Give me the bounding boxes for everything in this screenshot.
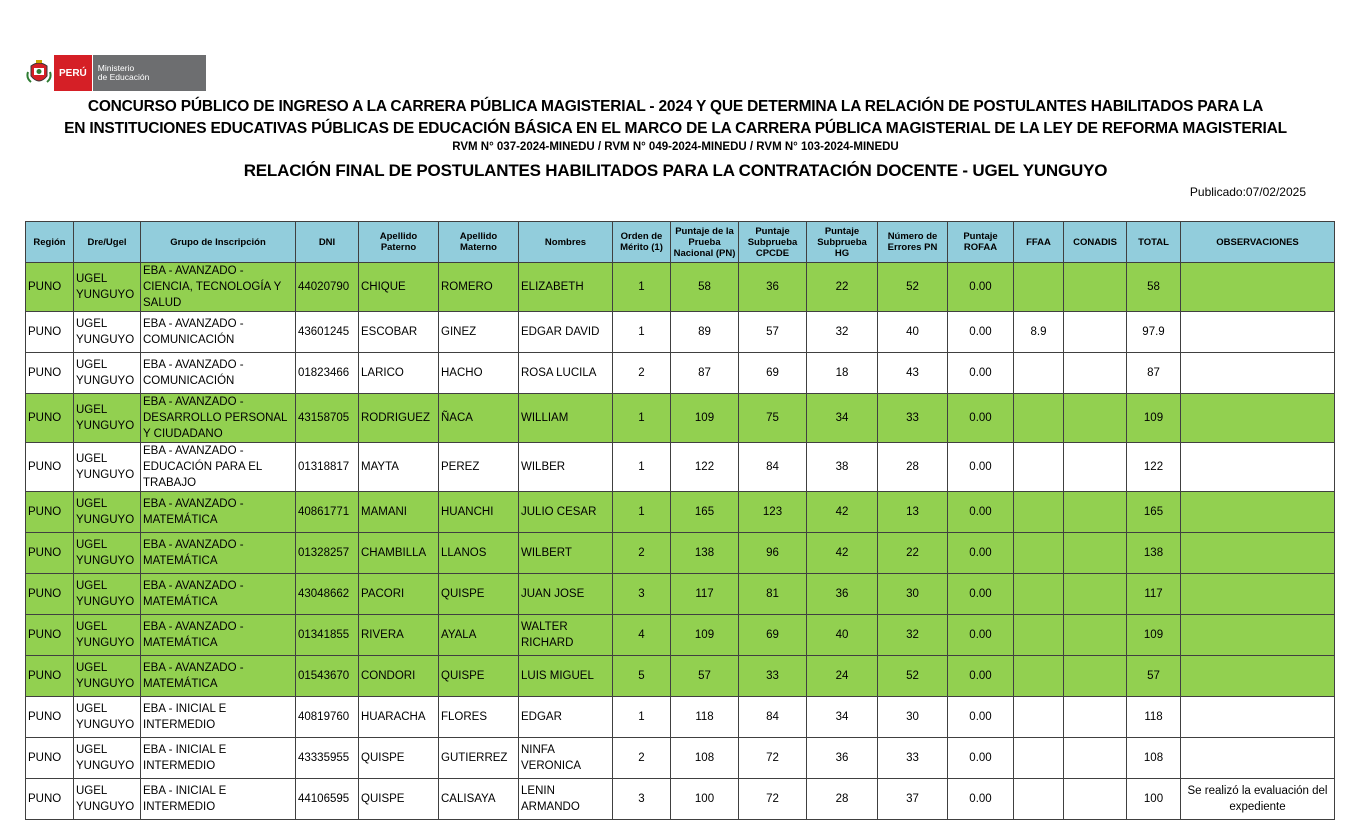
cell-grupo: EBA - AVANZADO - MATEMÁTICA — [141, 656, 296, 697]
column-header: DNI — [296, 222, 359, 263]
cell-errores: 33 — [878, 738, 948, 779]
column-header: Puntaje de la Prueba Nacional (PN) — [671, 222, 739, 263]
cell-nombres: WALTER RICHARD — [519, 615, 613, 656]
cell-orden: 1 — [613, 394, 671, 443]
cell-grupo: EBA - AVANZADO - MATEMÁTICA — [141, 492, 296, 533]
cell-pn: 117 — [671, 574, 739, 615]
cell-conadis — [1064, 533, 1127, 574]
cell-pn: 165 — [671, 492, 739, 533]
cell-conadis — [1064, 443, 1127, 492]
table-row — [26, 394, 1335, 443]
cell-pn: 108 — [671, 738, 739, 779]
cell-dni: 01543670 — [296, 656, 359, 697]
cell-nombres: LUIS MIGUEL — [519, 656, 613, 697]
column-header: Orden de Mérito (1) — [613, 222, 671, 263]
cell-materno: GINEZ — [439, 312, 519, 353]
table-row — [26, 574, 1335, 615]
table-row — [26, 779, 1335, 820]
table-row — [26, 312, 1335, 353]
cell-cpcde: 84 — [739, 697, 807, 738]
cell-nombres: EDGAR DAVID — [519, 312, 613, 353]
cell-grupo: EBA - AVANZADO - CIENCIA, TECNOLOGÍA Y SALUD — [141, 263, 296, 312]
cell-obs — [1181, 574, 1335, 615]
cell-dni: 43601245 — [296, 312, 359, 353]
cell-rofaa: 0.00 — [948, 697, 1014, 738]
cell-rofaa: 0.00 — [948, 738, 1014, 779]
column-header: Puntaje ROFAA — [948, 222, 1014, 263]
document-subtitle: RELACIÓN FINAL DE POSTULANTES HABILITADOS PARA LA CONTRATACIÓN DOCENTE - UGEL YUNGUYO — [243, 161, 1108, 180]
cell-nombres: ROSA LUCILA — [519, 353, 613, 394]
published-date: Publicado:07/02/2025 — [1189, 185, 1306, 199]
cell-region: PUNO — [26, 574, 74, 615]
cell-cpcde: 69 — [739, 615, 807, 656]
cell-conadis — [1064, 492, 1127, 533]
cell-ugel: UGEL YUNGUYO — [74, 443, 141, 492]
column-header: Apellido Paterno — [359, 222, 439, 263]
cell-dni: 43048662 — [296, 574, 359, 615]
cell-materno: AYALA — [439, 615, 519, 656]
cell-conadis — [1064, 263, 1127, 312]
cell-materno: CALISAYA — [439, 779, 519, 820]
cell-grupo: EBA - AVANZADO - MATEMÁTICA — [141, 615, 296, 656]
cell-conadis — [1064, 615, 1127, 656]
cell-paterno: MAYTA — [359, 443, 439, 492]
cell-dni: 01318817 — [296, 443, 359, 492]
cell-conadis — [1064, 656, 1127, 697]
cell-rofaa: 0.00 — [948, 779, 1014, 820]
cell-hg: 42 — [807, 533, 878, 574]
cell-orden: 2 — [613, 353, 671, 394]
cell-total: 100 — [1127, 779, 1181, 820]
cell-paterno: HUARACHA — [359, 697, 439, 738]
cell-obs — [1181, 353, 1335, 394]
cell-ugel: UGEL YUNGUYO — [74, 697, 141, 738]
cell-rofaa: 0.00 — [948, 492, 1014, 533]
cell-grupo: EBA - AVANZADO - MATEMÁTICA — [141, 533, 296, 574]
cell-errores: 28 — [878, 443, 948, 492]
cell-cpcde: 72 — [739, 738, 807, 779]
cell-materno: ROMERO — [439, 263, 519, 312]
cell-region: PUNO — [26, 394, 74, 443]
cell-obs — [1181, 394, 1335, 443]
cell-grupo: EBA - INICIAL E INTERMEDIO — [141, 779, 296, 820]
column-header: Puntaje Subprueba CPCDE — [739, 222, 807, 263]
column-header: Apellido Materno — [439, 222, 519, 263]
cell-cpcde: 57 — [739, 312, 807, 353]
cell-ffaa — [1014, 263, 1064, 312]
cell-obs — [1181, 738, 1335, 779]
cell-conadis — [1064, 779, 1127, 820]
cell-orden: 1 — [613, 697, 671, 738]
cell-ugel: UGEL YUNGUYO — [74, 263, 141, 312]
column-header: FFAA — [1014, 222, 1064, 263]
cell-pn: 122 — [671, 443, 739, 492]
cell-rofaa: 0.00 — [948, 353, 1014, 394]
cell-grupo: EBA - AVANZADO - COMUNICACIÓN — [141, 353, 296, 394]
cell-grupo: EBA - AVANZADO - EDUCACIÓN PARA EL TRABAJO — [141, 443, 296, 492]
cell-ffaa — [1014, 353, 1064, 394]
cell-ffaa: 8.9 — [1014, 312, 1064, 353]
cell-errores: 32 — [878, 615, 948, 656]
cell-dni: 43335955 — [296, 738, 359, 779]
cell-region: PUNO — [26, 738, 74, 779]
cell-hg: 38 — [807, 443, 878, 492]
document-title-line1: CONCURSO PÚBLICO DE INGRESO A LA CARRERA PÚBLICA MAGISTERIAL - 2024 Y QUE DETERMINA LA RELACIÓN DE POSTULANTES HABILITADOS PARA LA — [87, 98, 1264, 115]
table-row — [26, 443, 1335, 492]
cell-dni: 01328257 — [296, 533, 359, 574]
cell-paterno: RIVERA — [359, 615, 439, 656]
cell-orden: 3 — [613, 574, 671, 615]
cell-conadis — [1064, 697, 1127, 738]
cell-region: PUNO — [26, 263, 74, 312]
cell-ffaa — [1014, 443, 1064, 492]
cell-materno: HUANCHI — [439, 492, 519, 533]
cell-pn: 138 — [671, 533, 739, 574]
cell-conadis — [1064, 312, 1127, 353]
cell-ugel: UGEL YUNGUYO — [74, 533, 141, 574]
column-header: Dre/Ugel — [74, 222, 141, 263]
cell-nombres: JULIO CESAR — [519, 492, 613, 533]
cell-total: 109 — [1127, 394, 1181, 443]
cell-paterno: QUISPE — [359, 738, 439, 779]
cell-pn: 109 — [671, 394, 739, 443]
coat-of-arms-icon — [24, 55, 54, 91]
cell-errores: 30 — [878, 574, 948, 615]
cell-errores: 30 — [878, 697, 948, 738]
cell-ugel: UGEL YUNGUYO — [74, 738, 141, 779]
cell-hg: 24 — [807, 656, 878, 697]
cell-pn: 100 — [671, 779, 739, 820]
cell-materno: FLORES — [439, 697, 519, 738]
cell-total: 138 — [1127, 533, 1181, 574]
cell-hg: 32 — [807, 312, 878, 353]
cell-paterno: MAMANI — [359, 492, 439, 533]
cell-nombres: JUAN JOSE — [519, 574, 613, 615]
minedu-logo — [24, 55, 206, 91]
cell-dni: 40861771 — [296, 492, 359, 533]
candidates-table — [25, 221, 1335, 820]
cell-ugel: UGEL YUNGUYO — [74, 492, 141, 533]
cell-errores: 33 — [878, 394, 948, 443]
logo-country-label: PERÚ — [54, 55, 92, 91]
cell-paterno: QUISPE — [359, 779, 439, 820]
cell-nombres: NINFA VERONICA — [519, 738, 613, 779]
cell-ugel: UGEL YUNGUYO — [74, 615, 141, 656]
cell-obs — [1181, 312, 1335, 353]
column-header: Número de Errores PN — [878, 222, 948, 263]
cell-hg: 18 — [807, 353, 878, 394]
cell-paterno: CONDORI — [359, 656, 439, 697]
cell-ugel: UGEL YUNGUYO — [74, 779, 141, 820]
cell-obs — [1181, 615, 1335, 656]
cell-total: 87 — [1127, 353, 1181, 394]
cell-region: PUNO — [26, 779, 74, 820]
cell-paterno: LARICO — [359, 353, 439, 394]
cell-total: 118 — [1127, 697, 1181, 738]
cell-pn: 58 — [671, 263, 739, 312]
table-row — [26, 533, 1335, 574]
cell-errores: 22 — [878, 533, 948, 574]
cell-ugel: UGEL YUNGUYO — [74, 312, 141, 353]
cell-hg: 34 — [807, 697, 878, 738]
column-header: Puntaje Subprueba HG — [807, 222, 878, 263]
cell-rofaa: 0.00 — [948, 263, 1014, 312]
cell-orden: 2 — [613, 533, 671, 574]
cell-region: PUNO — [26, 312, 74, 353]
cell-ffaa — [1014, 656, 1064, 697]
cell-total: 57 — [1127, 656, 1181, 697]
cell-orden: 1 — [613, 312, 671, 353]
cell-rofaa: 0.00 — [948, 574, 1014, 615]
logo-ministry-line1: Ministerio — [97, 63, 135, 73]
cell-conadis — [1064, 394, 1127, 443]
cell-paterno: PACORI — [359, 574, 439, 615]
cell-nombres: EDGAR — [519, 697, 613, 738]
cell-obs — [1181, 492, 1335, 533]
cell-hg: 40 — [807, 615, 878, 656]
cell-paterno: CHIQUE — [359, 263, 439, 312]
cell-errores: 13 — [878, 492, 948, 533]
cell-dni: 01823466 — [296, 353, 359, 394]
cell-ffaa — [1014, 492, 1064, 533]
cell-materno: GUTIERREZ — [439, 738, 519, 779]
cell-paterno: CHAMBILLA — [359, 533, 439, 574]
cell-total: 122 — [1127, 443, 1181, 492]
cell-rofaa: 0.00 — [948, 443, 1014, 492]
cell-grupo: EBA - INICIAL E INTERMEDIO — [141, 697, 296, 738]
cell-hg: 36 — [807, 738, 878, 779]
cell-region: PUNO — [26, 656, 74, 697]
column-header: CONADIS — [1064, 222, 1127, 263]
cell-orden: 3 — [613, 779, 671, 820]
table-row — [26, 656, 1335, 697]
cell-errores: 52 — [878, 263, 948, 312]
column-header: Región — [26, 222, 74, 263]
cell-grupo: EBA - INICIAL E INTERMEDIO — [141, 738, 296, 779]
cell-orden: 1 — [613, 443, 671, 492]
cell-orden: 2 — [613, 738, 671, 779]
cell-ffaa — [1014, 394, 1064, 443]
cell-ugel: UGEL YUNGUYO — [74, 394, 141, 443]
cell-hg: 28 — [807, 779, 878, 820]
table-row — [26, 738, 1335, 779]
cell-errores: 43 — [878, 353, 948, 394]
cell-ffaa — [1014, 533, 1064, 574]
cell-ffaa — [1014, 779, 1064, 820]
cell-errores: 52 — [878, 656, 948, 697]
cell-orden: 4 — [613, 615, 671, 656]
cell-nombres: ELIZABETH — [519, 263, 613, 312]
cell-ugel: UGEL YUNGUYO — [74, 574, 141, 615]
cell-region: PUNO — [26, 492, 74, 533]
table-body — [26, 263, 1335, 820]
cell-obs — [1181, 443, 1335, 492]
cell-materno: HACHO — [439, 353, 519, 394]
cell-region: PUNO — [26, 353, 74, 394]
cell-orden: 1 — [613, 263, 671, 312]
cell-ffaa — [1014, 697, 1064, 738]
cell-ugel: UGEL YUNGUYO — [74, 656, 141, 697]
cell-region: PUNO — [26, 615, 74, 656]
column-header: Grupo de Inscripción — [141, 222, 296, 263]
cell-cpcde: 81 — [739, 574, 807, 615]
cell-region: PUNO — [26, 443, 74, 492]
cell-grupo: EBA - AVANZADO - COMUNICACIÓN — [141, 312, 296, 353]
cell-orden: 5 — [613, 656, 671, 697]
cell-total: 109 — [1127, 615, 1181, 656]
cell-total: 108 — [1127, 738, 1181, 779]
cell-cpcde: 69 — [739, 353, 807, 394]
cell-region: PUNO — [26, 697, 74, 738]
cell-conadis — [1064, 353, 1127, 394]
cell-total: 165 — [1127, 492, 1181, 533]
cell-dni: 01341855 — [296, 615, 359, 656]
cell-grupo: EBA - AVANZADO - MATEMÁTICA — [141, 574, 296, 615]
column-header: OBSERVACIONES — [1181, 222, 1335, 263]
cell-cpcde: 123 — [739, 492, 807, 533]
cell-materno: PEREZ — [439, 443, 519, 492]
cell-dni: 44106595 — [296, 779, 359, 820]
cell-dni: 40819760 — [296, 697, 359, 738]
cell-total: 97.9 — [1127, 312, 1181, 353]
cell-ugel: UGEL YUNGUYO — [74, 353, 141, 394]
cell-pn: 118 — [671, 697, 739, 738]
cell-hg: 36 — [807, 574, 878, 615]
cell-conadis — [1064, 738, 1127, 779]
cell-materno: LLANOS — [439, 533, 519, 574]
cell-rofaa: 0.00 — [948, 312, 1014, 353]
logo-ministry-line2: de Educación — [97, 72, 150, 82]
cell-total: 58 — [1127, 263, 1181, 312]
column-header: Nombres — [519, 222, 613, 263]
cell-obs: Se realizó la evaluación del expediente — [1181, 779, 1335, 820]
cell-nombres: WILLIAM — [519, 394, 613, 443]
cell-ffaa — [1014, 574, 1064, 615]
cell-obs — [1181, 533, 1335, 574]
cell-conadis — [1064, 574, 1127, 615]
cell-cpcde: 33 — [739, 656, 807, 697]
cell-total: 117 — [1127, 574, 1181, 615]
logo-ministry-label — [92, 55, 206, 91]
cell-materno: ÑACA — [439, 394, 519, 443]
table-row — [26, 353, 1335, 394]
cell-hg: 42 — [807, 492, 878, 533]
cell-ffaa — [1014, 738, 1064, 779]
cell-nombres: LENIN ARMANDO — [519, 779, 613, 820]
cell-materno: QUISPE — [439, 656, 519, 697]
cell-rofaa: 0.00 — [948, 533, 1014, 574]
cell-cpcde: 84 — [739, 443, 807, 492]
cell-grupo: EBA - AVANZADO - DESARROLLO PERSONAL Y CIUDADANO — [141, 394, 296, 443]
table-row — [26, 697, 1335, 738]
cell-region: PUNO — [26, 533, 74, 574]
cell-paterno: RODRIGUEZ — [359, 394, 439, 443]
cell-materno: QUISPE — [439, 574, 519, 615]
cell-cpcde: 72 — [739, 779, 807, 820]
cell-pn: 89 — [671, 312, 739, 353]
cell-rofaa: 0.00 — [948, 394, 1014, 443]
cell-ffaa — [1014, 615, 1064, 656]
table-row — [26, 615, 1335, 656]
document-title-line2: EN INSTITUCIONES EDUCATIVAS PÚBLICAS DE EDUCACIÓN BÁSICA EN EL MARCO DE LA CARRERA PÚBLICA MAGISTERIAL DE LA LEY DE REFORMA MAGISTERIAL — [64, 120, 1287, 137]
cell-cpcde: 96 — [739, 533, 807, 574]
table-row — [26, 263, 1335, 312]
cell-nombres: WILBERT — [519, 533, 613, 574]
cell-dni: 43158705 — [296, 394, 359, 443]
cell-hg: 22 — [807, 263, 878, 312]
column-header: TOTAL — [1127, 222, 1181, 263]
cell-obs — [1181, 656, 1335, 697]
cell-hg: 34 — [807, 394, 878, 443]
table-header-row — [26, 222, 1335, 263]
cell-pn: 87 — [671, 353, 739, 394]
cell-pn: 57 — [671, 656, 739, 697]
cell-dni: 44020790 — [296, 263, 359, 312]
cell-cpcde: 75 — [739, 394, 807, 443]
cell-pn: 109 — [671, 615, 739, 656]
cell-paterno: ESCOBAR — [359, 312, 439, 353]
cell-rofaa: 0.00 — [948, 656, 1014, 697]
cell-obs — [1181, 263, 1335, 312]
cell-orden: 1 — [613, 492, 671, 533]
cell-cpcde: 36 — [739, 263, 807, 312]
resolutions-line: RVM N° 037-2024-MINEDU / RVM N° 049-2024-MINEDU / RVM N° 103-2024-MINEDU — [452, 141, 899, 153]
cell-obs — [1181, 697, 1335, 738]
table-row — [26, 492, 1335, 533]
cell-nombres: WILBER — [519, 443, 613, 492]
cell-errores: 40 — [878, 312, 948, 353]
cell-errores: 37 — [878, 779, 948, 820]
cell-rofaa: 0.00 — [948, 615, 1014, 656]
